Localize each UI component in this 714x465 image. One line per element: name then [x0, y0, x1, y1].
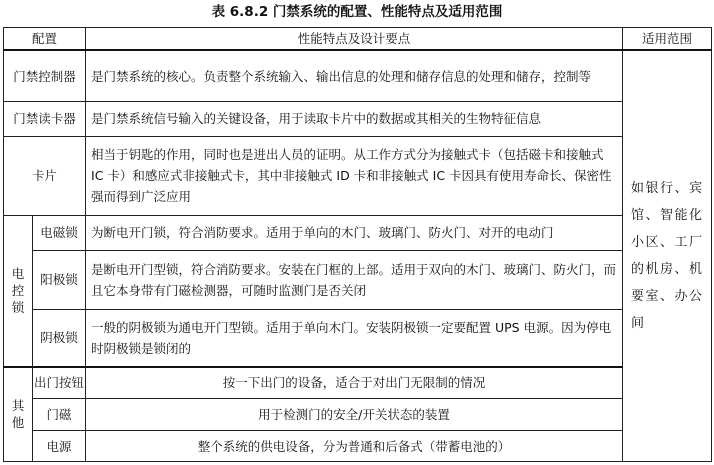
group-label-locks — [4, 216, 33, 367]
table-row — [4, 250, 712, 309]
table-row — [4, 101, 712, 136]
config-cell: 卡片 — [4, 136, 86, 216]
group-label-text: 电控锁 — [11, 266, 25, 316]
feature-cell: 按一下出门的设备，适合于对出门无限制的情况 — [86, 367, 623, 399]
feature-cell: 一般的阴极锁为通电开门型锁。适用于单向木门。安装阴极锁一定要配置 UPS 电源。因为停电时阴极锁是锁闭的 — [86, 309, 623, 366]
feature-cell: 是门禁系统的核心。负责整个系统输入、输出信息的处理和储存信息的处理和储存，控制等 — [86, 50, 623, 101]
sub-config-cell: 电源 — [33, 431, 86, 462]
table-row — [4, 398, 712, 431]
feature-cell: 整个系统的供电设备，分为普通和后备式（带蓄电池的） — [86, 431, 623, 462]
sub-config-cell: 门磁 — [33, 398, 86, 431]
feature-cell: 用于检测门的安全/开关状态的装置 — [86, 398, 623, 431]
table-row — [4, 216, 712, 251]
feature-cell: 相当于钥匙的作用，同时也是进出人员的证明。从工作方式分为接触式卡（包括磁卡和接触式 IC 卡）和感应式非接触式卡，其中非接触式 ID 卡和非接触式 IC 卡因具有使用寿命长、保密性强而得到广泛应用 — [86, 136, 623, 216]
feature-cell: 为断电开门锁，符合消防要求。适用于单向的木门、玻璃门、防火门、对开的电动门 — [86, 216, 623, 251]
header-features: 性能特点及设计要点 — [86, 28, 623, 51]
feature-cell: 是断电开门型锁，符合消防要求。安装在门框的上部。适用于双向的木门、玻璃门、防火门，而且它本身带有门磁检测器，可随时监测门是否关闭 — [86, 250, 623, 309]
table-row — [4, 309, 712, 366]
config-cell: 门禁读卡器 — [4, 101, 86, 136]
group-label-other — [4, 367, 33, 462]
sub-config-cell: 电磁锁 — [33, 216, 86, 251]
table-row — [4, 50, 712, 101]
table-title: 表 6.8.2 门禁系统的配置、性能特点及适用范围 — [211, 4, 503, 20]
feature-cell: 是门禁系统信号输入的关键设备，用于读取卡片中的数据或其相关的生物特征信息 — [86, 101, 623, 136]
header-scope: 适用范围 — [623, 28, 712, 51]
sub-config-cell: 阳极锁 — [33, 250, 86, 309]
config-cell: 门禁控制器 — [4, 50, 86, 101]
table-row — [4, 367, 712, 399]
scope-cell: 如银行、宾馆、智能化小区、工厂的机房、机要室、办公间 — [623, 50, 712, 461]
sub-config-cell: 出门按钮 — [33, 367, 86, 399]
table-row — [4, 431, 712, 462]
table-row — [4, 136, 712, 216]
sub-config-cell: 阴极锁 — [33, 309, 86, 366]
header-config: 配置 — [4, 28, 86, 51]
group-label-text: 其他 — [11, 398, 25, 431]
header-row — [4, 28, 712, 51]
access-control-table — [3, 27, 712, 462]
